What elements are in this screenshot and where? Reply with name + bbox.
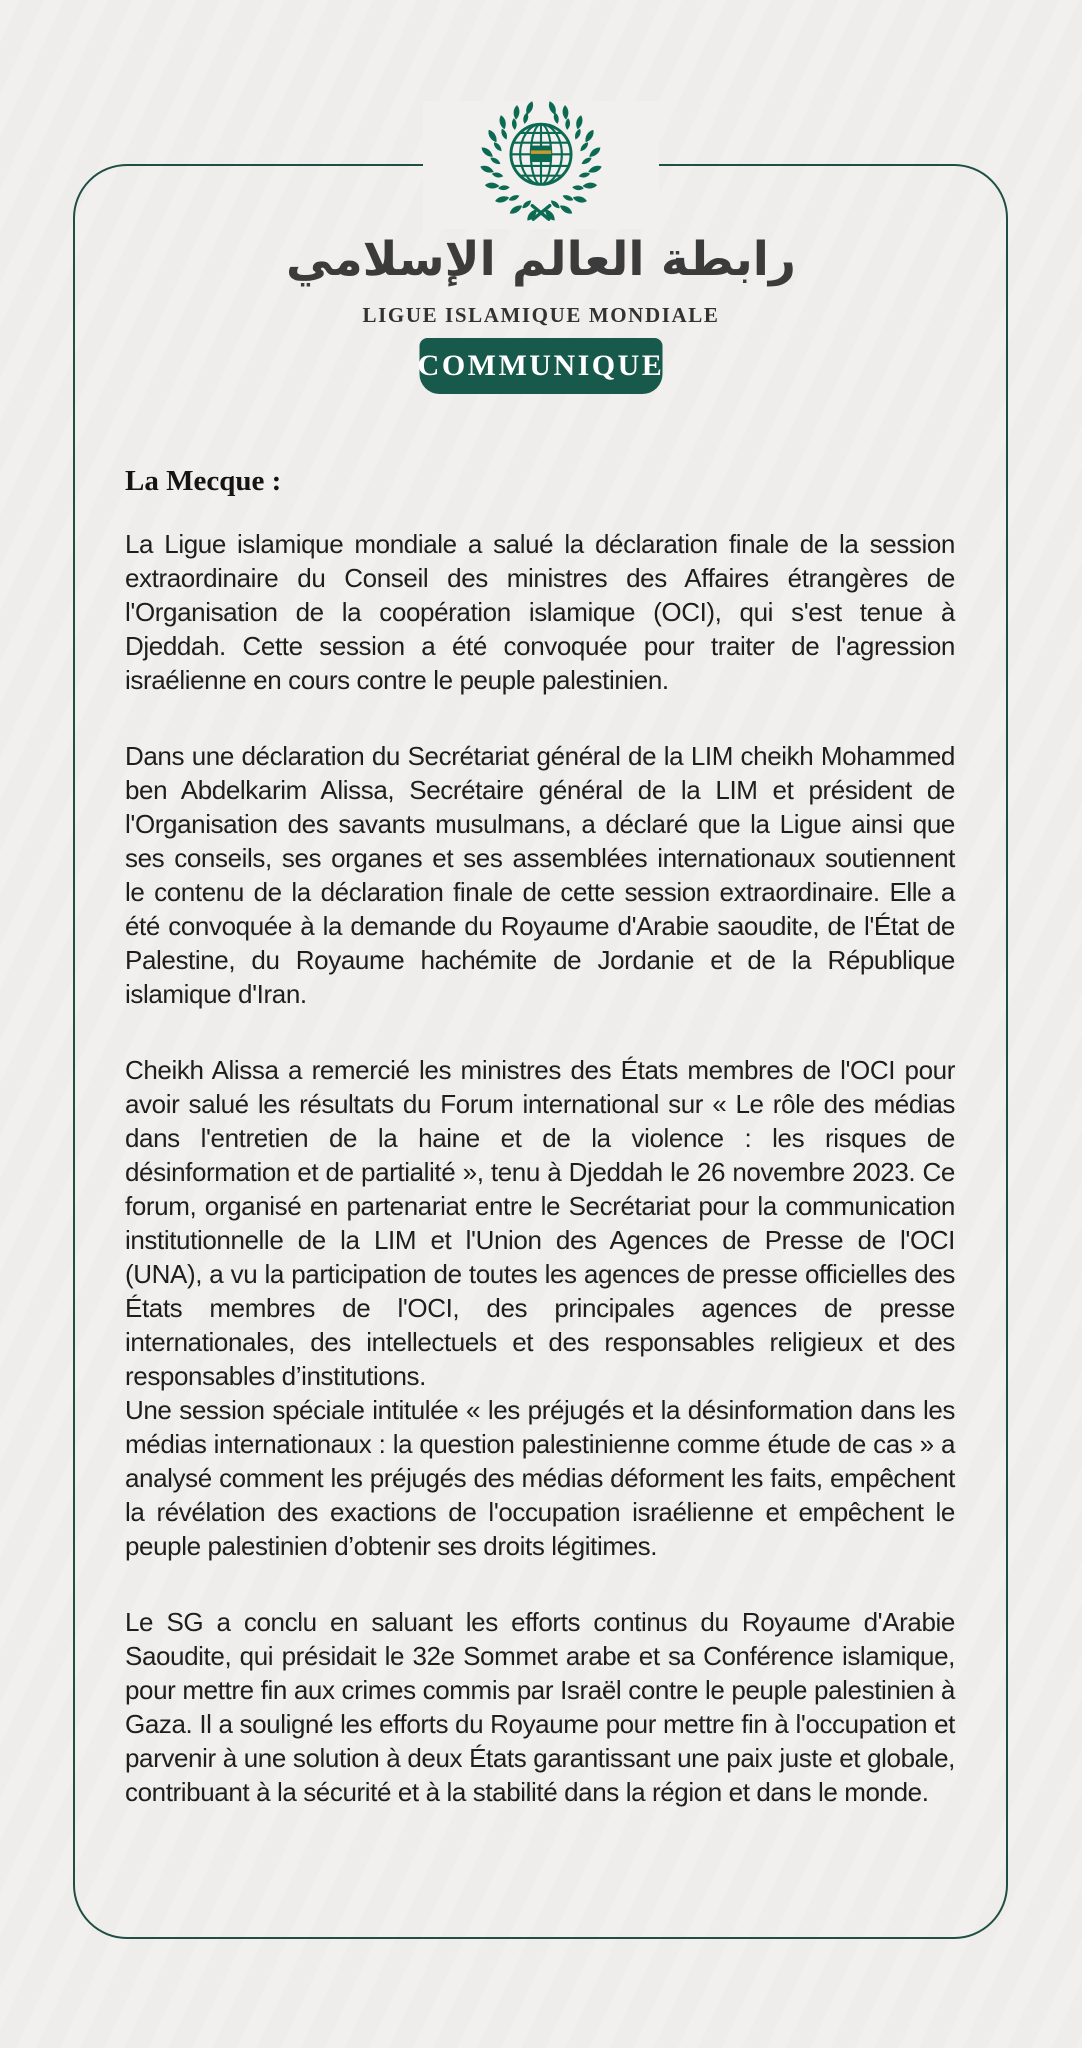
communique-badge: COMMUNIQUE	[420, 338, 663, 394]
mwl-globe-wreath-logo-icon	[478, 101, 604, 227]
logo-area	[423, 101, 659, 229]
paragraph-3: Cheikh Alissa a remercié les ministres des États membres de l'OCI pour avoir salué les résultats du Forum international sur « Le rôle des médias dans l'entretien de la haine et de la violence : les risques de désinformation et de partialité », tenu à Djeddah le 26 novembre 2023. Ce forum, organisé en partenariat entre le Secrétariat pour la communication institutionnelle de la LIM et l'Union des Agences de Presse de l'OCI (UNA), a vu la participation de toutes les agences de presse officielles des États membres de l'OCI, des principales agences de presse internationales, des intellectuels et des responsables religieux et des responsables d’institutions.	[125, 1055, 955, 1392]
paragraph-5: Le SG a conclu en saluant les efforts continus du Royaume d'Arabie Saoudite, qui présidait le 32e Sommet arabe et sa Conférence islamique, pour mettre fin aux crimes commis par Israël contre le peuple palestinien à Gaza. Il a souligné les efforts du Royaume pour mettre fin à l'occupation et parvenir à une solution à deux États garantissant une paix juste et globale, contribuant à la sécurité et à la stabilité dans la région et dans le monde.	[125, 1607, 955, 1808]
paragraph-1: La Ligue islamique mondiale a salué la déclaration finale de la session extraordinaire du Conseil des ministres des Affaires étrangères de l'Organisation de la coopération islamique (OCI), qui s'est tenue à Djeddah. Cette session a été convoquée pour traiter de l'agression israélienne en cours contre le peuple palestinien.	[125, 529, 955, 696]
org-name-french: LIGUE ISLAMIQUE MONDIALE	[362, 303, 720, 327]
kaaba-icon	[531, 146, 551, 162]
paragraph-4: Une session spéciale intitulée « les préjugés et la désinformation dans les médias internationaux : la question palestinienne comme étude de cas » a analysé comment les préjugés des médias déforment les faits, empêchent la révélation des exactions de l'occupation israélienne et empêchent le peuple palestinien d’obtenir ses droits légitimes.	[125, 1395, 955, 1562]
org-name-arabic: رابطة العالم الإسلامي	[286, 232, 796, 287]
dateline-heading: La Mecque :	[125, 465, 282, 497]
document-body	[125, 466, 955, 1851]
paragraph-2: Dans une déclaration du Secrétariat général de la LIM cheikh Mohammed ben Abdelkarim Alissa, Secrétaire général de la LIM et président de l'Organisation des savants musulmans, a déclaré que la Ligue ainsi que ses conseils, ses organes et ses assemblées internationaux soutiennent le contenu de la déclaration finale de cette session extraordinaire. Elle a été convoquée à la demande du Royaume d'Arabie saoudite, de l'État de Palestine, du Royaume hachémite de Jordanie et de la République islamique d'Iran.	[125, 741, 955, 1010]
